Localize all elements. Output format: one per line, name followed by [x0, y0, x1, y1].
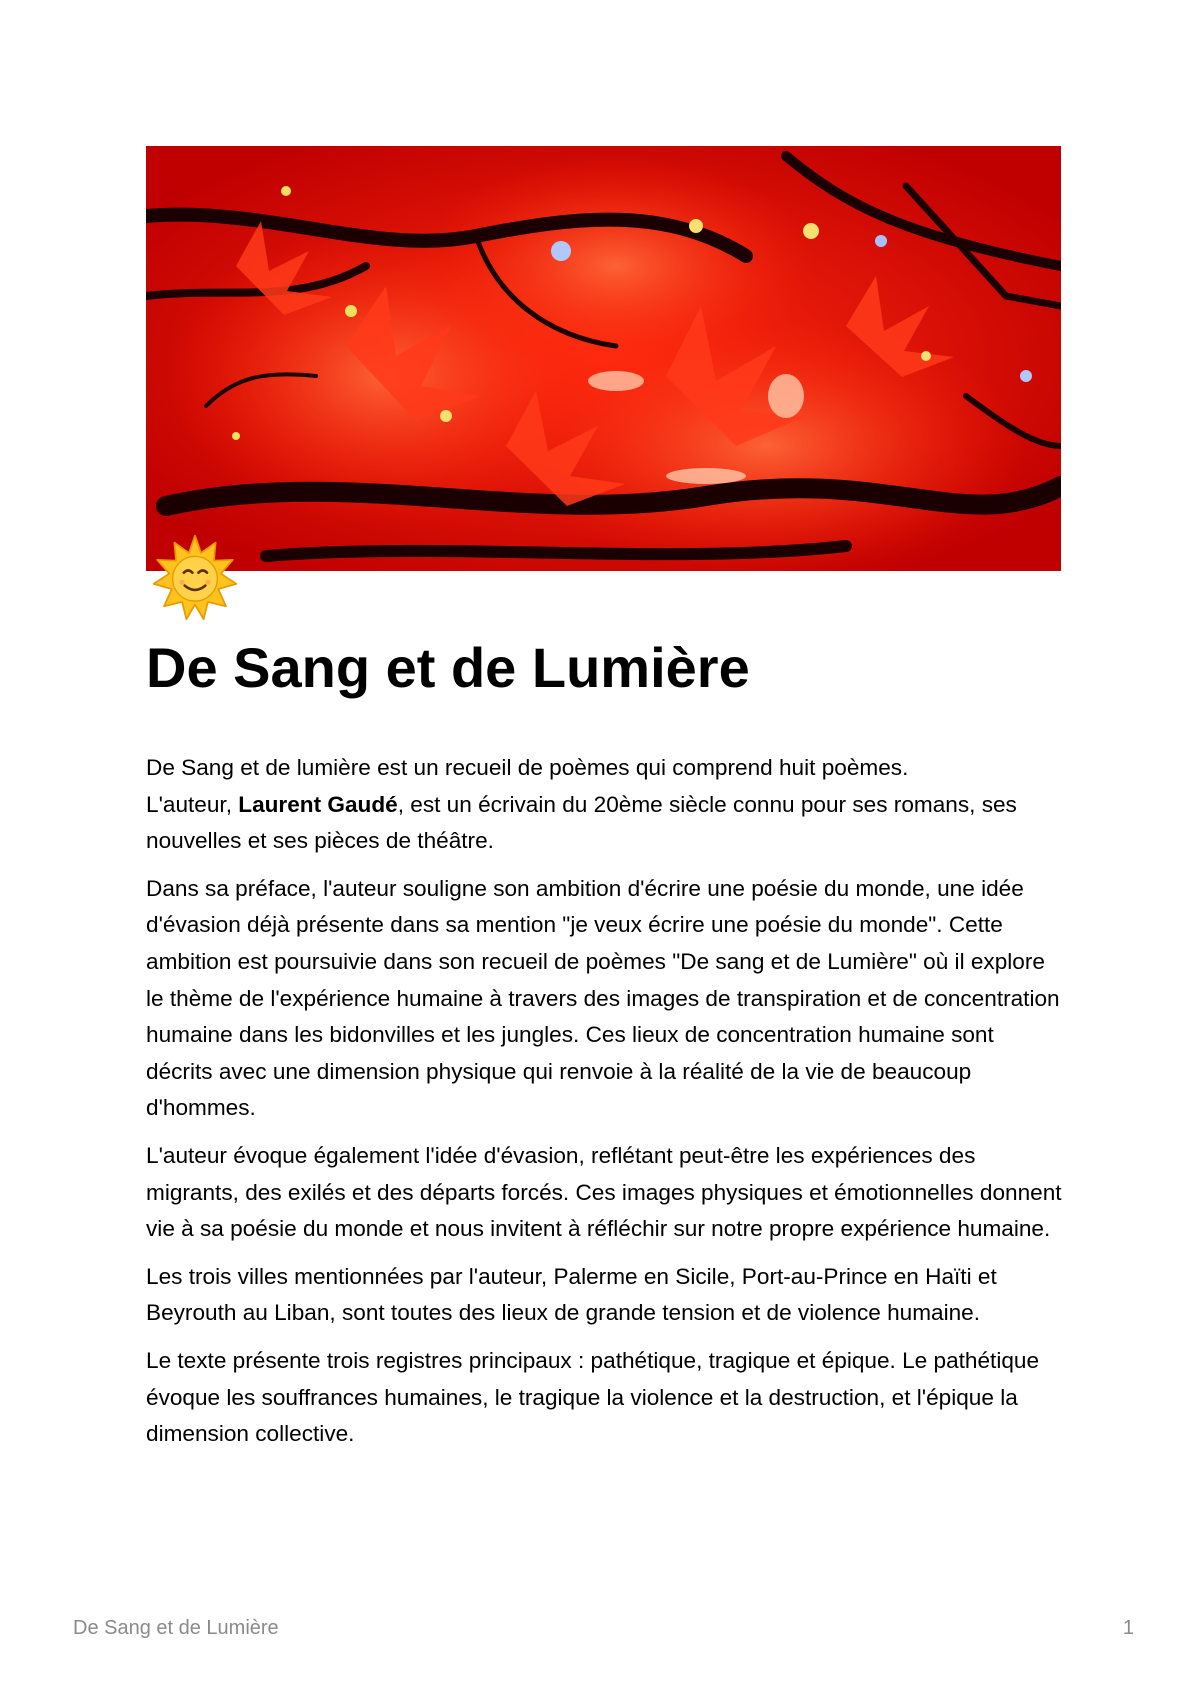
author-intro: L'auteur,	[146, 791, 239, 817]
intro-line: De Sang et de lumière est un recueil de poèmes qui comprend huit poèmes.	[146, 755, 909, 780]
body-text	[146, 750, 1066, 1464]
paragraph-evasion: L'auteur évoque également l'idée d'évasion, reflétant peut-être les expériences des migrants, des exilés et des départs forcés. Ces images physiques et émotionnelles donnent vie à sa poésie du monde et nous invitent à réfléchir sur notre propre expérience humaine.	[146, 1142, 1062, 1242]
sun-with-face-icon	[152, 534, 238, 620]
paragraph-cities: Les trois villes mentionnées par l'auteur, Palerme en Sicile, Port-au-Prince en Haïti et Beyrouth au Liban, sont toutes des lieux de grande tension et de violence humaine.	[146, 1263, 997, 1326]
author-description: , est un écrivain du 20ème siècle connu pour ses romans, ses nouvelles et ses pièces de théâtre.	[146, 791, 1017, 854]
cover-image	[146, 146, 1061, 571]
red-maple-leaves-image	[146, 146, 1061, 571]
page-title: De Sang et de Lumière	[146, 636, 750, 699]
page-number: 1	[1122, 1617, 1134, 1639]
paragraph-intro	[146, 750, 1066, 860]
author-name: Laurent Gaudé	[238, 791, 398, 817]
paragraph-registers: Le texte présente trois registres principaux : pathétique, tragique et épique. Le pathétique évoque les souffrances humaines, le tragique la violence et la destruction, et l'épique la dimension collective.	[146, 1347, 1040, 1447]
footer-title: De Sang et de Lumière	[73, 1617, 279, 1639]
paragraph-preface: Dans sa préface, l'auteur souligne son ambition d'écrire une poésie du monde, une idée d'évasion déjà présente dans sa mention "je veux écrire une poésie du monde". Cette ambition est poursuivie dans son recueil de poèmes "De sang et de Lumière" où il explore le thème de l'expérience humaine à travers des images de transpiration et de concentration humaine dans les bidonvilles et les jungles. Ces lieux de concentration humaine sont décrits avec une dimension physique qui renvoie à la réalité de la vie de beaucoup d'hommes.	[146, 875, 1060, 1121]
